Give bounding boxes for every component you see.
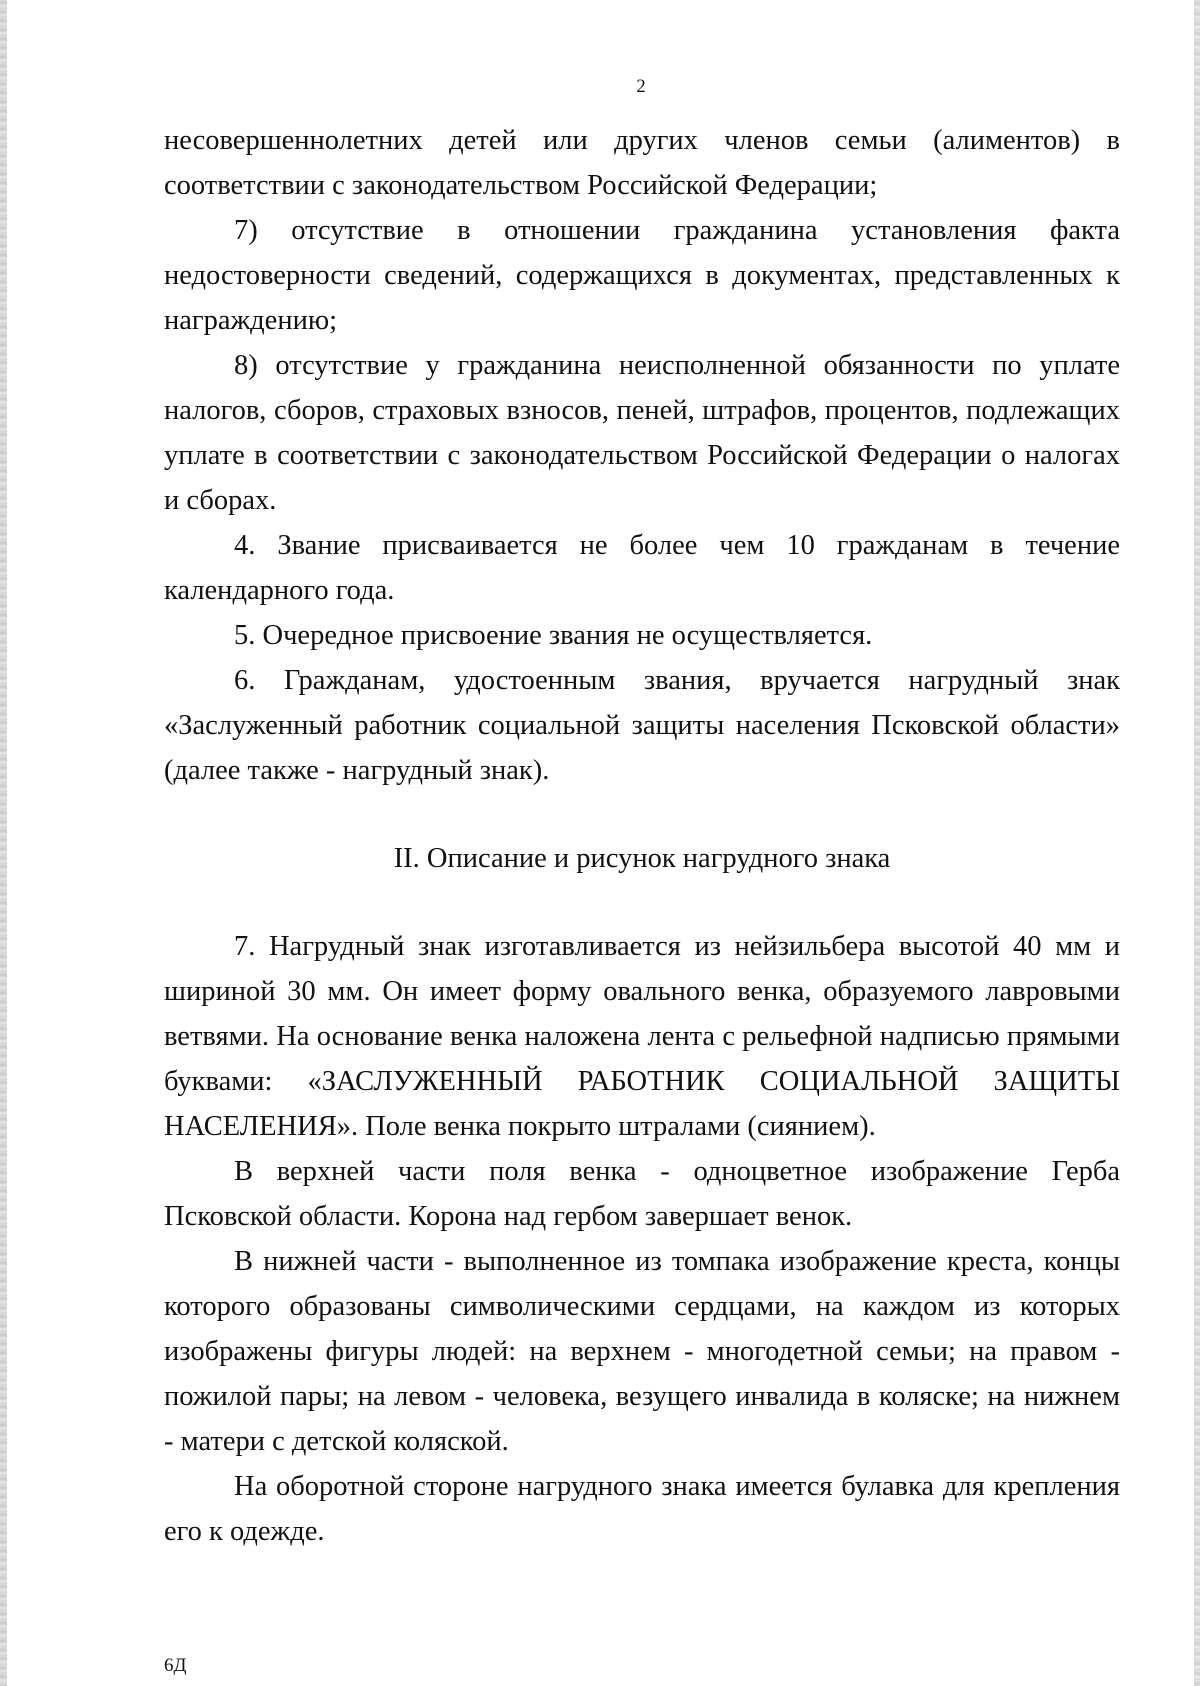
footer-code: 6Д [164, 1655, 187, 1676]
paragraph-item-8: 8) отсутствие у гражданина неисполненной обязанности по уплате налогов, сборов, страховых взносов, пеней, штрафов, процентов, подлежащих уплате в соответствии с законодательством Российской Федерации о налогах и сборах. [164, 350, 1120, 516]
paragraph-item-7: 7) отсутствие в отношении гражданина установления факта недостоверности сведений, содержащихся в документах, представленных к награждению; [164, 215, 1120, 336]
document-body [164, 118, 1120, 1554]
section-heading: II. Описание и рисунок нагрудного знака [393, 843, 891, 874]
paragraph-reverse-side: На оборотной стороне нагрудного знака имеется булавка для крепления его к одежде. [164, 1471, 1120, 1547]
paragraph-continuation: несовершеннолетних детей или других членов семьи (алиментов) в соответствии с законодательством Российской Федерации; [164, 125, 1120, 201]
page-number: 2 [636, 76, 646, 97]
paragraph-clause-5: 5. Очередное присвоение звания не осуществляется. [234, 620, 873, 651]
paragraph-lower-field: В нижней части - выполненное из томпака изображение креста, концы которого образованы символическими сердцами, на каждом из которых изображены фигуры людей: на верхнем - многодетной семьи; на правом - пожилой пары; на левом - человека, везущего инвалида в коляске; на нижнем - матери с детской коляской. [164, 1246, 1120, 1457]
scan-edge-right [1194, 0, 1200, 1686]
paragraph-clause-7: 7. Нагрудный знак изготавливается из нейзильбера высотой 40 мм и шириной 30 мм. Он имеет форму овального венка, образуемого лавровыми ветвями. На основание венка наложена лента с рельефной надписью прямыми буквами: «ЗАСЛУЖЕННЫЙ РАБОТНИК СОЦИАЛЬНОЙ ЗАЩИТЫ НАСЕЛЕНИЯ». Поле венка покрыто штралами (сиянием). [164, 931, 1120, 1142]
scan-edge-left [0, 0, 7, 1686]
paragraph-clause-6: 6. Гражданам, удостоенным звания, вручается нагрудный знак «Заслуженный работник социальной защиты населения Псковской области» (далее также - нагрудный знак). [164, 665, 1120, 786]
paragraph-upper-field: В верхней части поля венка - одноцветное изображение Герба Псковской области. Корона над гербом завершает венок. [164, 1156, 1120, 1232]
paragraph-clause-4: 4. Звание присваивается не более чем 10 гражданам в течение календарного года. [164, 530, 1120, 606]
